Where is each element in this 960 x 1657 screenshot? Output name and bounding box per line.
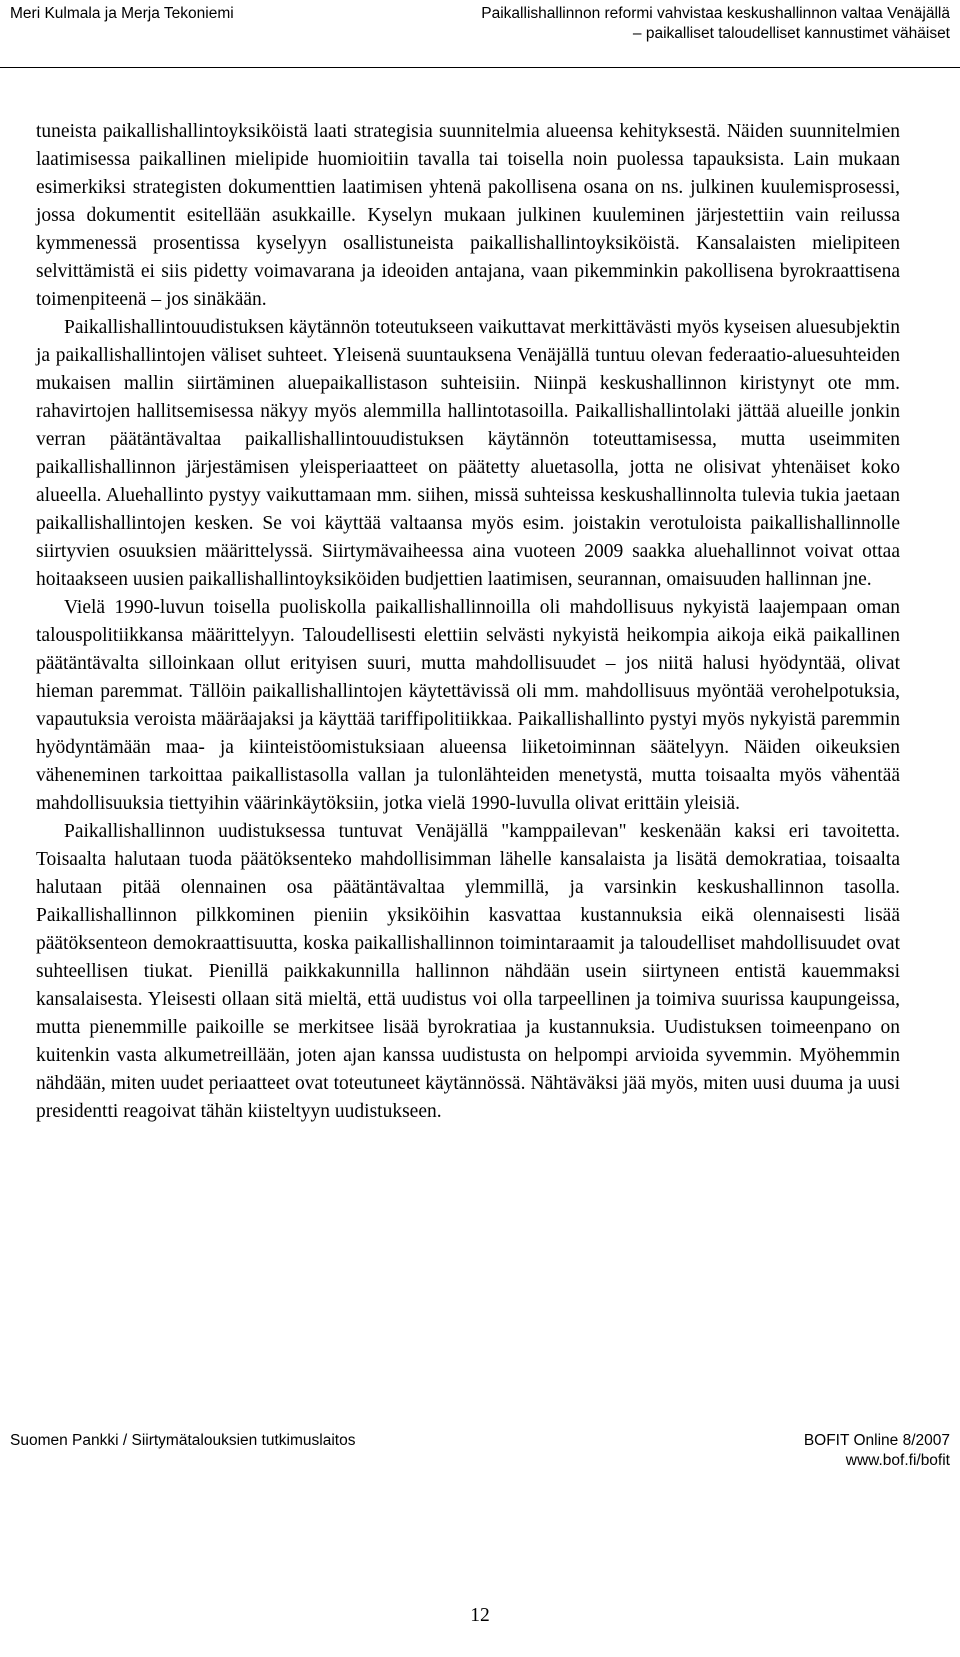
- footer-series-block: [804, 1431, 950, 1471]
- page-number: 12: [470, 1605, 490, 1626]
- main-text: [36, 118, 900, 1126]
- header-title-line1: Paikallishallinnon reformi vahvistaa keskushallinnon valtaa Venäjällä: [481, 5, 950, 22]
- header-authors: Meri Kulmala ja Merja Tekoniemi: [10, 5, 234, 22]
- paragraph-2: Paikallishallintouudistuksen käytännön toteutukseen vaikuttavat merkittävästi myös kyseisen aluesubjektin ja paikallishallintojen väliset suhteet. Yleisenä suuntauksena Venäjällä tuntuu olevan federaatio-aluesuhteiden mukaisen mallin siirtäminen aluepaikallistason suhteisiin. Niinpä keskushallinnon kiristynyt ote mm. rahavirtojen hallitsemisessa näkyy myös alemmilla hallintotasoilla. Paikallishallintolaki jättää alueille jonkin verran päätäntävaltaa paikallishallintouudistuksen käytännön toteuttamisessa, mutta useimmiten paikallishallinnon järjestämisen yleisperiaatteet on päätetty aluetasolla, jotta ne olisivat yhtenäiset koko alueella. Aluehallinto pystyy vaikuttamaan mm. siihen, missä suhteissa keskushallinnolta tulevia tukia jaetaan paikallishallintojen kesken. Se voi käyttää valtaansa myös esim. joistakin verotuloista paikallishallinnolle siirtyvien osuuksien määrittelyssä. Siirtymävaiheessa aina vuoteen 2009 saakka aluehallinnot voivat ottaa hoitaakseen uusien paikallishallintoyksiköiden budjettien laatimisen, seurannan, omaisuuden hallinnan jne.: [36, 317, 900, 590]
- paragraph-1: tuneista paikallishallintoyksiköistä laati strategisia suunnitelmia alueensa kehityksestä. Näiden suunnitelmien laatimisessa paikallinen mielipide huomioitiin tavalla tai toisella noin puolessa tapauksista. Lain mukaan esimerkiksi strategisten dokumenttien laatimisen yhtenä pakollisena osana on ns. julkinen kuulemisprosessi, jossa dokumentit esitellään asukkaille. Kyselyn mukaan julkinen kuuleminen järjestettiin vain reilussa kymmenessä prosentissa kyselyyn osallistuneista paikallishallintoyksiköistä. Kansalaisten mielipiteen selvittämistä ei siis pidetty voimavarana ja ideoiden antajana, vaan pikemminkin pakollisena byrokraattisena toimenpiteenä – jos sinäkään.: [36, 121, 900, 310]
- paragraph-4: Paikallishallinnon uudistuksessa tuntuvat Venäjällä "kamppailevan" keskenään kaksi eri tavoitetta. Toisaalta halutaan tuoda päätöksenteko mahdollisimman lähelle kansalaista ja lisätä demokratiaa, toisaalta halutaan pitää olennainen osa päätäntävaltaa ylemmillä, ja varsinkin keskushallinnon tasolla. Paikallishallinnon pilkkominen pieniin yksiköihin kasvattaa kustannuksia eikä olennaisesti lisää päätöksenteon demokraattisuutta, koska paikallishallinnon toimintaraamit ja taloudelliset mahdollisuudet ovat suhteellisen tiukat. Pienillä paikkakunnilla hallinnon nähdään usein siirtyneen entistä kauemmaksi kansalaisesta. Yleisesti ollaan sitä mieltä, että uudistus voi olla tarpeellinen ja toimiva suurissa kaupungeissa, mutta pienemmille paikoille se merkitsee lisää byrokratiaa ja kustannuksia. Uudistuksen toimeenpano on kuitenkin vasta alkumetreillään, joten ajan kanssa uudistusta on helpompi arvioida syvemmin. Myöhemmin nähdään, miten uudet periaatteet ovat toteutuneet käytännössä. Nähtäväksi jää myös, miten uusi duuma ja uusi presidentti reagoivat tähän kiisteltyyn uudistukseen.: [36, 821, 900, 1122]
- footer-publisher: Suomen Pankki / Siirtymätalouksien tutkimuslaitos: [10, 1432, 356, 1449]
- paragraph-3: Vielä 1990-luvun toisella puoliskolla paikallishallinnoilla oli mahdollisuus nykyistä laajempaan oman talouspolitiikkansa määrittelyyn. Taloudellisesti elettiin selvästi nykyistä heikompia aikoja eikä paikallinen päätäntävalta silloinkaan ollut erityisen suuri, mutta mahdollisuudet – jos niitä halusi hyödyntää, olivat hieman paremmat. Tällöin paikallishallintojen käytettävissä oli mm. mahdollisuus myöntää verohelpotuksia, vapautuksia veroista määräajaksi ja käyttää tariffipolitiikkaa. Paikallishallinto pystyi myös nykyistä paremmin hyödyntämään maa- ja kiinteistöomistuksiaan alueensa liiketoiminnan säätelyyn. Näiden oikeuksien väheneminen tarkoittaa paikallistasolla vallan ja tulonlähteiden menetystä, mutta toisaalta myös vähentää mahdollisuuksia tiettyihin väärinkäytöksiin, jotka vielä 1990-luvulla olivat erittäin yleisiä.: [36, 597, 900, 814]
- header-title: [481, 4, 950, 44]
- footer-series: BOFIT Online 8/2007: [803, 1432, 950, 1449]
- header-divider: [0, 67, 960, 68]
- footer-url[interactable]: www.bof.fi/bofit: [845, 1452, 950, 1469]
- header-title-line2: – paikalliset taloudelliset kannustimet vähäiset: [632, 25, 950, 42]
